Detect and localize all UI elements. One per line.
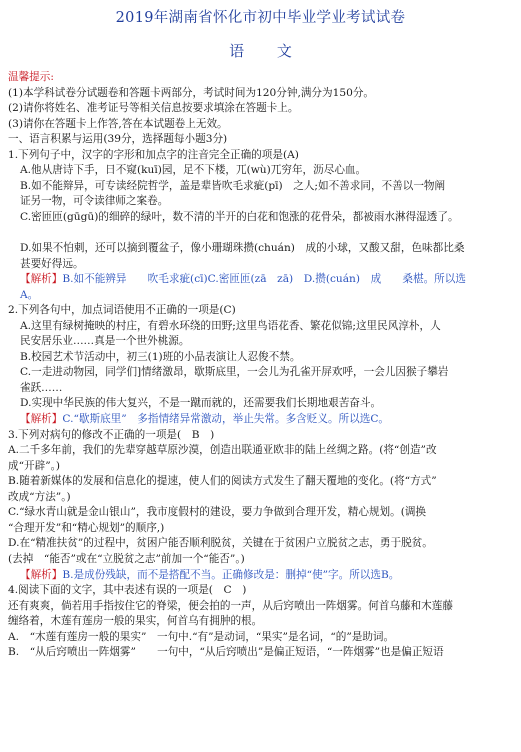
question-3-option-c: C.“绿水青山就是金山银山”，我市度假村的建设，要力争做到合理开发，精心规划。(调换 bbox=[8, 506, 427, 519]
question-2-option-c: C.一走进动物园，同学们]情绪激昂，歇斯底里，一会儿为孔雀开屏欢呼，一会儿因猴子攀岩 bbox=[20, 366, 449, 379]
question-1-option-a: A.他从唐诗下手，日不窥(kuī)园，足不下楼，兀(wù)兀穷年，沥尽心血。 bbox=[20, 164, 367, 177]
question-3-option-a: A.二千多年前，我们的先辈穿越草原沙漠，创造出联通亚欧非的陆上丝绸之路。(将“创造”改 bbox=[8, 444, 437, 457]
question-3-option-c-cont: “合理开发”和“精心规划”的顺序,) bbox=[8, 521, 165, 534]
section-heading: 一、语言积累与运用(39分，选择题每小题3分) bbox=[8, 133, 228, 146]
subject-title: 语 文 bbox=[229, 42, 292, 60]
notice-item: (1)本学科试卷分试题卷和答题卡两部分，考试时间为120分钟,满分为150分。 bbox=[8, 86, 375, 99]
analysis-tag: 【解析】 bbox=[20, 568, 63, 581]
blank-line bbox=[8, 225, 516, 241]
question-1-option-b-cont: 证另一物，可令读律师之案卷。 bbox=[20, 195, 169, 208]
notice-item: (3)请你在答题卡上作答,答在本试题卷上无效。 bbox=[8, 117, 228, 130]
analysis-tag: 【解析】 bbox=[20, 273, 63, 286]
question-2-option-c-cont: 雀跃…… bbox=[20, 381, 63, 394]
question-1-stem: 1.下列句子中，汉字的字形和加点字的注音完全正确的项是(A) bbox=[8, 148, 299, 161]
question-2-option-a-cont: 民安居乐业……真是一个世外桃源。 bbox=[20, 335, 190, 348]
question-2-stem: 2.下列各句中，加点词语使用不正确的一项是(C) bbox=[8, 304, 236, 317]
page-title: 2019年湖南省怀化市初中毕业学业考试试卷 bbox=[115, 10, 406, 26]
question-3-stem: 3.下列对病句的修改不正确的一项是( B ) bbox=[8, 428, 215, 441]
question-3-option-d: D.在“精准扶贫”的过程中，贫困户能否顺利脱贫，关键在于贫困户立脱贫之志，勇于脱贫。 bbox=[8, 537, 433, 550]
question-3-option-b: B.随着新媒体的发展和信息化的提速，使人们的阅读方式发生了翻天覆地的变化。(将“方式” bbox=[8, 475, 437, 488]
analysis-tag: 【解析】 bbox=[20, 413, 63, 426]
question-1-option-d-cont: 甚要好得远。 bbox=[20, 257, 84, 270]
question-1-option-b: B.如不能辩异，可专读经院哲学，盖是辈皆吹毛求疵(pī) 之人;如不善求同，不善以一物阐 bbox=[20, 179, 446, 192]
question-4-option-a: A. “木莲有莲房一般的果实” 一句中.“有”是动词，“果实”是名词，“的”是助词。 bbox=[8, 630, 395, 643]
question-3-option-b-cont: 改成“方法”。) bbox=[8, 490, 71, 503]
question-2-analysis bbox=[8, 412, 516, 428]
question-2-option-d: D.实现中华民族的伟大复兴，不是一蹴而就的，还需要我们长期地艰苦奋斗。 bbox=[20, 397, 382, 410]
question-4-passage: 还有爽爽，倘若用手指按住它的脊梁，便会拍的一声，从后窍喷出一阵烟雾。何首乌藤和木莲藤 bbox=[8, 599, 453, 612]
question-1-analysis bbox=[8, 272, 516, 288]
notice-item: (2)请你将姓名、准考证号等相关信息按要求填涂在答题卡上。 bbox=[8, 102, 299, 115]
question-2-option-a: A.这里有绿树掩映的村庄，有碧水环绕的田野;这里鸟语花香、繁花似锦;这里民风淳朴，人 bbox=[20, 319, 441, 332]
question-2-option-b: B.校园艺术节活动中，初三(1)班的小品表演让人忍俊不禁。 bbox=[20, 350, 301, 363]
analysis-text: B.是成份残缺，而不是搭配不当。正确修改是：删掉“使”字。所以选B。 bbox=[62, 568, 400, 581]
question-3-option-d-cont: (去掉 “能否”或在“立脱贫之志”前加一个“能否”。) bbox=[8, 552, 245, 565]
question-4-stem: 4.阅读下面的文字，其中表述有误的一项是( C ) bbox=[8, 584, 247, 597]
analysis-text: B.如不能辨异 吹毛求疵(cī)C.密匝匝(zā zā) D.攒(cuán) 成 桑椹。所以选 bbox=[62, 273, 466, 286]
question-1-option-d: D.如果不怕刺，还可以摘到覆盆子，像小珊瑚珠攒(chuán) 成的小球，又酸又甜，色味都比桑 bbox=[20, 242, 465, 255]
notice-heading: 温馨提示: bbox=[8, 71, 54, 83]
analysis-text: C.“歇斯底里” 多指情绪异常激动，举止失常。多含贬义。所以选C。 bbox=[62, 413, 390, 426]
question-3-analysis bbox=[8, 568, 516, 584]
exam-content bbox=[8, 70, 516, 661]
question-4-passage-cont: 缠络着，木莲有莲房一般的果实，何首乌有拥肿的根。 bbox=[8, 615, 263, 628]
question-1-analysis-cont: A。 bbox=[20, 288, 39, 301]
question-1-option-c: C.密匝匝(gūgū)的细碎的绿叶，数不清的半开的白花和饱涨的花骨朵，都被雨水淋得湿透了。 bbox=[20, 210, 459, 223]
question-3-option-a-cont: 成“开辟”。) bbox=[8, 459, 61, 472]
question-4-option-b: B. “从后窍喷出一阵烟雾” 一句中，“从后窍喷出”是偏正短语，“一阵烟雾”也是偏正短语 bbox=[8, 646, 444, 659]
